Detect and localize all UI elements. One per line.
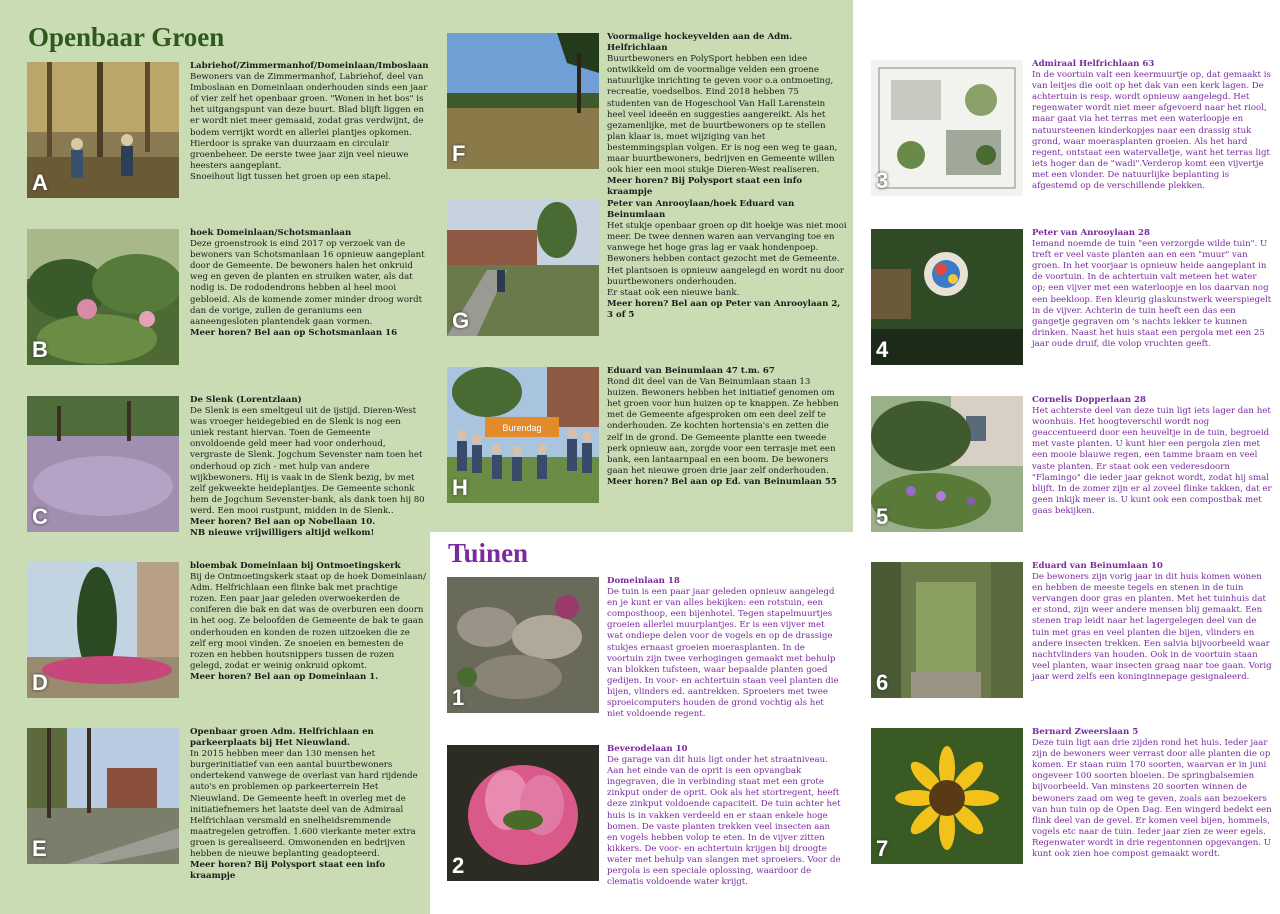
entry-4 xyxy=(1032,228,1272,350)
entry-title: Admiraal Helfrichlaan 63 xyxy=(1032,59,1155,69)
entry-title: bloembak Domeinlaan bij Ontmoetingskerk xyxy=(190,561,401,571)
photo-letter: 1 xyxy=(452,685,465,710)
entry-3 xyxy=(1032,59,1272,192)
entry-body: In 2015 hebben meer dan 130 mensen het burgerinitiatief van een aantal buurtbewoners ondertekend vanwege de overlast van hard rijdende auto's en problemen op parkeerterrein Het Nieuwland. De Gemeente heeft in overleg met de initiatiefnemers het laatste deel van de Admiraal Helfrichlaan versmald en snelheidsremmende maatregelen getroffen. 1.600 vierkante meter extra groen is gerealiseerd. Omwonenden en bedrijven hebben de nieuwe beplanting geadopteerd. xyxy=(190,749,418,860)
photo-letter: D xyxy=(32,670,48,695)
photo-letter: 2 xyxy=(452,853,465,878)
entry-g xyxy=(607,199,847,321)
photo-letter: 3 xyxy=(876,168,889,193)
photo-g xyxy=(447,200,599,336)
entry-body: De garage van dit huis ligt onder het straatniveau. Aan het einde van de oprit is een opvangbak ingegraven, die in verbinding staat met een grote zinkput onder de oprit. Ook als het stortregent, heeft deze zinkput voldoende capaciteit. De tuin achter het huis is in vakken verdeeld en er staan enkele hoge bomen. De vaste planten trekken veel insecten aan en vogels hebben volop te eten. In de vijver zitten kikkers. De voor- en achtertuin krijgen bij droogte water met behulp van slangen met sproeiers. Voor de pergola is een speciale oplossing, waardoor de clematis voldoende water krijgt. xyxy=(607,755,841,888)
entry-more: Meer horen? Bij Polysport staat een info kraampje xyxy=(607,176,803,198)
entry-extra: Er staat ook een nieuwe bank. xyxy=(607,287,740,298)
entry-e xyxy=(190,727,426,882)
entry-body: Bewoners van de Zimmermanhof, Labriehof, deel van Imboslaan en Domeinlaan onderhouden sinds een jaar of vier zelf het openbaar groen. "Wonen in het bos" is het uitgangspunt van deze buurt. Blad blijft liggen en er wordt niet meer gemaaid, zodat gras verdwijnt, de bodem verrijkt wordt en allerlei plantjes opkomen. Hierdoor is sprake van duurzaam en circulair groenbeheer. De eerste twee jaar zijn veel nieuwe heesters aangeplant. xyxy=(190,72,428,171)
entry-title: hoek Domeinlaan/Schotsmanlaan xyxy=(190,228,352,238)
entry-body: Iemand noemde de tuin "een verzorgde wilde tuin". U treft er veel vaste planten aan en een "muur" van groen. In het voorjaar is opnieuw heide aangeplant in de voortuin. In de achtertuin valt meteen het water op; een vijver met een waterloopje en los daarvan nog een beekloop. Een kleurig glaskunstwerk weerspiegelt in de vijver. Achterin de tuin heeft een das een gangetje gegraven om 's nachts lekker te kunnen drinken. Naast het huis staat een pergola met een 25 jaar oude druif, die volop vruchten geeft. xyxy=(1032,239,1272,349)
entry-body: De tuin is een paar jaar geleden opnieuw aangelegd en je kunt er van alles bekijken: een rotstuin, een composthoop, een bijenhotel. Tegen stapelmuurtjes groeien allerlei muurplantjes. Er is een vijver met wat ondiepe delen voor de vogels en op de drassige stukjes ernaast groeien moerasplanten. In de voortuin zijn twee verhogingen gemaakt met behulp van blokken tufsteen, waar bepaalde planten goed gedijen. In voor- en achtertuin staan veel planten die bijen, vlinders ed. aantrekken. Sproeiers met twee sproeicomputers houden de grond vochtig als het niet voldoende regent. xyxy=(607,587,839,720)
photo-4 xyxy=(871,229,1023,365)
entry-f xyxy=(607,32,843,198)
entry-title: Peter van Anrooylaan/hoek Eduard van Beinumlaan xyxy=(607,199,795,221)
entry-c xyxy=(190,395,426,539)
photo-h xyxy=(447,367,599,503)
entry-extra: Snoeihout ligt tussen het groen op een stapel. xyxy=(190,171,392,182)
entry-title: Beverodelaan 10 xyxy=(607,744,688,754)
entry-body: Bij de Ontmoetingskerk staat op de hoek Domeinlaan/ Adm. Helfrichlaan een flinke bak met prachtige rozen. Een paar jaar geleden overwoekerden de coniferen die bak en dat was de overburen een doorn in het oog. Ze beloofden de Gemeente de bak te gaan onderhouden en konden de rozen uitzoeken die ze zelf erg mooi vinden. Ze snoeien en bemesten de rozen en hebben houtsnippers tussen de rozen gelegd, zodat er weinig onkruid opkomt. xyxy=(190,572,426,671)
entry-body: De bewoners zijn vorig jaar in dit huis komen wonen en hebben de meeste tegels en stenen in de tuin vervangen door gras en planten. Met het tuinhuis dat er stond, zijn weer andere mensen blij gemaakt. Een stenen trap leidt naar het lagergelegen deel van de tuin met gras en veel planten die bijen, vlinders en andere insecten trekken. Een salvia bijvoorbeeld waar nachtvlinders van houden. Ook in de voortuin staan veel planten, waar insecten graag naar toe gaan. Vorig jaar werd zelfs een koninginnepage gesignaleerd. xyxy=(1032,572,1272,682)
entry-title: Eduard van Beinumlaan 47 t.m. 67 xyxy=(607,366,775,376)
section-title-tuinen: Tuinen xyxy=(448,538,529,568)
entry-body: Deze groenstrook is eind 2017 op verzoek van de bewoners van Schotsmanlaan 16 opnieuw aangeplant door de Gemeente. De bewoners halen het onkruid weg en geven de planten en struiken water, als dat nodig is. De rododendrons hebben al heel mooi gebloeid. Als de komende zomer minder droog wordt dan de vorige, zullen de geraniums een aaneengesloten plantendek gaan vormen. xyxy=(190,239,425,327)
entry-body: Buurtbewoners en PolySport hebben een idee ontwikkeld om de voormalige velden een groene natuurlijke inrichting te geven voor o.a ontmoeting, recreatie, voedselbos. Eind 2018 hebben 75 studenten van de Hogeschool Van Hall Larenstein heel veel ideeën en suggesties aangereikt. Als het gezamenlijke, met de buurtbewoners op te stellen plan klaar is, moet wijziging van het bestemmingsplan volgen. Er is nog een weg te gaan, maar buurtbewoners, bedrijven en Gemeente willen ook hier een mooi stukje Dieren-West realiseren. xyxy=(607,54,838,176)
photo-letter: G xyxy=(452,308,470,333)
entry-title: Labriehof/Zimmermanhof/Domeinlaan/Imboslaan xyxy=(190,61,429,71)
entry-h xyxy=(607,366,843,488)
photo-c xyxy=(27,396,179,532)
photo-letter: 6 xyxy=(876,670,889,695)
photo-5 xyxy=(871,396,1023,532)
entry-more: Meer horen? Bel aan op Peter van Anrooylaan 2, 3 of 5 xyxy=(607,298,841,320)
photo-letter: E xyxy=(32,836,47,861)
photo-7 xyxy=(871,728,1023,864)
entry-title: De Slenk (Lorentzlaan) xyxy=(190,395,302,405)
photo-letter: A xyxy=(32,170,48,195)
photo-1 xyxy=(447,577,599,713)
entry-title: Cornelis Dopperlaan 28 xyxy=(1032,395,1146,405)
entry-6 xyxy=(1032,561,1272,683)
photo-6 xyxy=(871,562,1023,698)
banner-text: Burendag xyxy=(502,423,542,433)
photo-letter: C xyxy=(32,504,48,529)
entry-7 xyxy=(1032,727,1272,860)
entry-body: Deze tuin ligt aan drie zijden rond het huis. Ieder jaar zijn de bewoners weer verrast door alle planten die op komen. Er staan ruim 170 soorten, waarvan er in juni ongeveer 100 soorten bloeien. De springbalsemien bijvoorbeeld. Van minstens 20 soorten winnen de bewoners zaad om weg te geven, zoals aan bezoekers van hun tuin op de Open Dag. Een wingerd bedekt een flink deel van de gevel. Er komen veel bijen, hommels, vogels etc naar de tuin. Ieder jaar zien ze weer egels. Regenwater wordt in drie regentonnen opgevangen. U kunt ook zien hoe compost gemaakt wordt. xyxy=(1032,738,1272,860)
entry-a xyxy=(190,61,430,183)
photo-letter: F xyxy=(452,141,466,166)
entry-body: Het stukje openbaar groen op dit hoekje was niet mooi meer. De twee dennen waren aan vervanging toe en vanwege het hoge gras lag er vaak hondenpoep. Bewoners hebben contact gezocht met de Gemeente. Het plantsoen is opnieuw aangelegd en wordt nu door buurtbewoners onderhouden. xyxy=(607,221,847,287)
entry-body: Rond dit deel van de Van Beinumlaan staan 13 huizen. Bewoners hebben het initiatief genomen om het groen voor hun huizen op te knappen. Ze hebben met de Gemeente afgesproken om een deel zelf te onderhouden. Ze kochten hortensia's en zetten die zelf in de grond. De Gemeente plantte een tweede perk opnieuw aan, zorgde voor een terrasje met een bank, een lantaarnpaal en een boom. De bewoners gaan het nieuwe groen drie jaar zelf onderhouden. xyxy=(607,377,839,476)
entry-body: De Slenk is een smeltgeul uit de ijstijd. Dieren-West was vroeger heidegebied en de Slenk is nog een uniek restant hiervan. Toen de Gemeente onvoldoende geld meer had voor onderhoud, vergraste de Slenk. Jogchum Sevenster nam toen het onderhoud op zich - met hulp van andere wijkbewoners. Hij is vaak in de Slenk bezig, bv met zelf gekweekte heideplantjes. De Gemeente schonk hem de Jogchum Sevenster-bank, als dank toen hij 80 werd. Een mooi rustpunt, midden in de Slenk.. xyxy=(190,406,425,516)
entry-1 xyxy=(607,576,843,720)
entry-title: Eduard van Beinumlaan 10 xyxy=(1032,561,1163,571)
entry-title: Openbaar groen Adm. Helfrichlaan en parkeerplaats bij Het Nieuwland. xyxy=(190,727,374,749)
photo-letter: H xyxy=(452,475,468,500)
entry-title: Domeinlaan 18 xyxy=(607,576,680,586)
entry-body: In de voortuin valt een keermuurtje op, dat gemaakt is van leitjes die ooit op het dak van een kerk lagen. De achtertuin is resp. wordt opnieuw aangelegd. Het regenwater wordt niet meer afgevoerd naar het riool, maar gaat via het terras met een waterloopje en natuursteenen kinderkopjes naar een drassig stuk grond, waar moerasplanten groeien. Als het hard regent, ontstaat een watervalletje, want het terras ligt iets hoger dan de "wadi".Verderop komt een vijvertje met een vlonder. De natuurlijke beplanting is afgestemd op de verschillende plekken. xyxy=(1032,70,1271,192)
photo-3 xyxy=(871,60,1023,196)
photo-letter: 5 xyxy=(876,504,889,529)
entry-more: Meer horen? Bij Polysport staat een info kraampje xyxy=(190,860,386,882)
photo-b xyxy=(27,229,179,365)
photo-e xyxy=(27,728,179,864)
entry-d xyxy=(190,561,426,683)
photo-2 xyxy=(447,745,599,881)
entry-2 xyxy=(607,744,843,888)
photo-letter: 4 xyxy=(876,337,889,362)
entry-more: Meer horen? Bel aan op Ed. van Beinumlaan 55 xyxy=(607,476,837,487)
entry-more-volunteers: NB nieuwe vrijwilligers altijd welkom! xyxy=(190,528,375,539)
entry-more: Meer horen? Bel aan op Nobellaan 10. xyxy=(190,517,376,528)
photo-letter: 7 xyxy=(876,836,889,861)
entry-title: Peter van Anrooylaan 28 xyxy=(1032,228,1150,238)
entry-5 xyxy=(1032,395,1272,517)
entry-title: Bernard Zweerslaan 5 xyxy=(1032,727,1139,737)
section-title-groen: Openbaar Groen xyxy=(28,22,225,52)
entry-more: Meer horen? Bel aan op Schotsmanlaan 16 xyxy=(190,327,398,338)
entry-body: Het achterste deel van deze tuin ligt iets lager dan het woonhuis. Het hoogteverschil wordt nog geaccentueerd door een heuveltje in de tuin, begroeid met vaste planten. U kunt hier een pergola zien met een mooie blauwe regen, een tamme braam en veel vaste planten. Er staat ook een vederesdoorn "Flamingo" die ieder jaar geknot wordt, zodat hij smal blijft. In de zomer zijn er al zoveel flinke takken, dat er geen inkijk meer is. U kunt ook een compostbak met gaas bekijken. xyxy=(1032,406,1272,516)
entry-title: Voormalige hockeyvelden aan de Adm. Helfrichlaan xyxy=(607,32,793,54)
photo-d xyxy=(27,562,179,698)
entry-b xyxy=(190,228,426,339)
photo-letter: B xyxy=(32,337,48,362)
entry-more: Meer horen? Bel aan op Domeinlaan 1. xyxy=(190,671,379,682)
photo-f xyxy=(447,33,599,169)
photo-a xyxy=(27,62,179,198)
